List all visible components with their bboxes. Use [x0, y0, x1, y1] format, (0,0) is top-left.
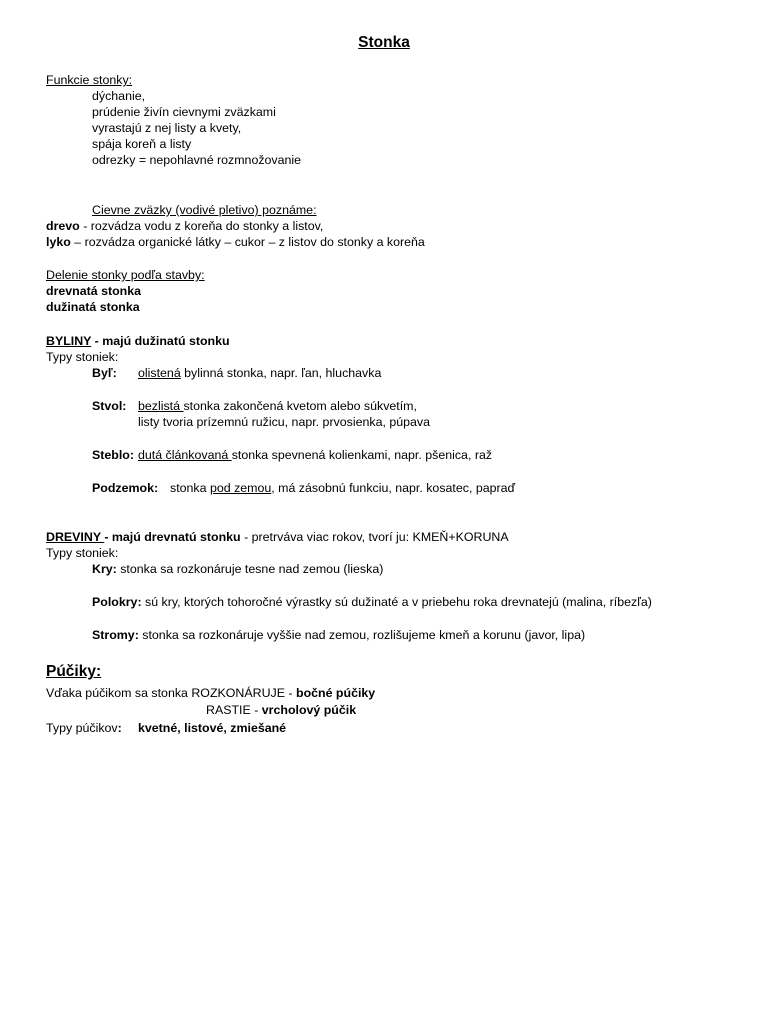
byliny-term: BYLINY [46, 334, 92, 348]
polokry-text: sú kry, ktorých tohoročné výrastky sú dužinaté a v priebehu roka drevnatejú (malina, ríbezľa) [141, 595, 652, 609]
function-item: prúdenie živín cievnymi zväzkami [92, 105, 276, 119]
stromy-label: Stromy: [92, 628, 139, 642]
lyko-line [46, 234, 425, 250]
dreviny-types-label: Typy stoniek: [46, 546, 119, 560]
lyko-term: lyko [46, 235, 71, 249]
kry-label: Kry: [92, 562, 117, 576]
function-item: vyrastajú z nej listy a kvety, [92, 121, 242, 135]
function-item: dýchanie, [92, 89, 146, 103]
steblo-desc [138, 447, 492, 463]
steblo-rest: stonka spevnená kolienkami, napr. pšenica, raž [231, 448, 493, 462]
byliny-types-label: Typy stoniek: [46, 350, 119, 364]
byliny-line [46, 333, 230, 349]
byliny-text: - majú dužinatú stonku [91, 334, 230, 348]
polokry-line [92, 594, 652, 610]
podzemok-label: Podzemok: [92, 481, 159, 495]
stvol-desc-line2: listy tvoria prízemnú ružicu, napr. prvosienka, púpava [138, 415, 431, 429]
stvol-rest: stonka zakončená kvetom alebo súkvetím, [183, 399, 417, 413]
steblo-underlined: dutá článkovaná [138, 448, 232, 462]
byl-desc [138, 365, 381, 381]
buds-line2-text: RASTIE - [206, 703, 262, 717]
buds-types-line [46, 720, 122, 736]
page-title: Stonka [358, 34, 410, 51]
division-heading: Delenie stonky podľa stavby: [46, 268, 205, 282]
steblo-label: Steblo: [92, 448, 134, 462]
kry-text: stonka sa rozkonáruje tesne nad zemou (lieska) [116, 562, 384, 576]
buds-types-label: Typy púčikov [46, 721, 118, 735]
drevo-line [46, 218, 323, 234]
division-item: drevnatá stonka [46, 284, 142, 298]
dreviny-line [46, 529, 509, 545]
byl-rest: bylinná stonka, napr. ľan, hluchavka [180, 366, 382, 380]
buds-types-colon: : [117, 721, 122, 735]
podzemok-pre: stonka [170, 481, 210, 495]
buds-heading: Púčiky: [46, 663, 102, 680]
byl-label: Byľ: [92, 366, 117, 380]
kry-line [92, 561, 383, 577]
buds-line2 [206, 702, 356, 718]
stvol-desc [138, 398, 417, 414]
drevo-term: drevo [46, 219, 80, 233]
stvol-label: Stvol: [92, 399, 127, 413]
dreviny-text-bold: - majú drevnatú stonku [104, 530, 241, 544]
buds-types-values: kvetné, listové, zmiešané [138, 721, 287, 735]
podzemok-rest: , má zásobnú funkciu, napr. kosatec, papraď [271, 481, 516, 495]
division-item: dužinatá stonka [46, 300, 140, 314]
podzemok-underlined: pod zemou [209, 481, 272, 495]
buds-line1-bold: bočné púčiky [296, 686, 376, 700]
buds-line2-bold: vrcholový púčik [261, 703, 357, 717]
byl-underlined: olistená [138, 366, 181, 380]
function-item: spája koreň a listy [92, 137, 192, 151]
stromy-text: stonka sa rozkonáruje vyššie nad zemou, rozlišujeme kmeň a korunu (javor, lipa) [138, 628, 586, 642]
stromy-line [92, 627, 585, 643]
drevo-text: - rozvádza vodu z koreňa do stonky a listov, [79, 219, 324, 233]
dreviny-term: DREVINY [46, 530, 105, 544]
lyko-text: – rozvádza organické látky – cukor – z listov do stonky a koreňa [70, 235, 425, 249]
function-item: odrezky = nepohlavné rozmnožovanie [92, 153, 302, 167]
stvol-underlined: bezlistá [138, 399, 184, 413]
polokry-label: Polokry: [92, 595, 142, 609]
buds-line1-text: Vďaka púčikom sa stonka ROZKONÁRUJE - [46, 686, 296, 700]
functions-heading: Funkcie stonky: [46, 73, 133, 87]
buds-line1 [46, 685, 375, 701]
dreviny-text-rest: - pretrváva viac rokov, tvorí ju: KMEŇ+KORUNA [240, 530, 509, 544]
vessels-heading: Cievne zväzky (vodivé pletivo) poznáme: [92, 203, 317, 217]
podzemok-desc [170, 480, 515, 496]
